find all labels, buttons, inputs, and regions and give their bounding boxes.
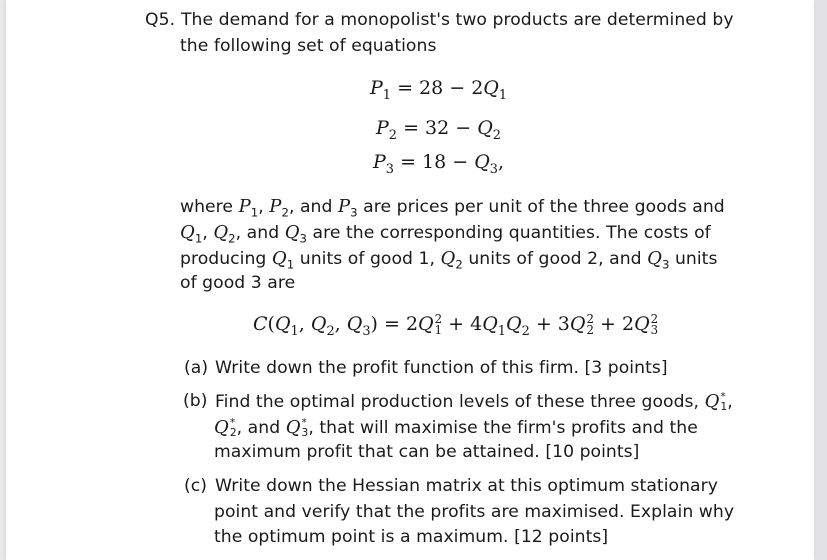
intro-line-2: the following set of equations [180, 36, 437, 56]
part-c-line-1: Write down the Hessian matrix at this optimum stationary [215, 476, 718, 496]
part-a-label: (a) [184, 358, 209, 378]
part-c-line-3: the optimum point is a maximum. [12 points] [214, 527, 609, 547]
page-edge [816, 0, 827, 560]
question-number: Q5. [145, 10, 176, 30]
equation-p3: $P_3 = 18 - Q_3$, [373, 151, 505, 177]
paragraph-line-3: producing $Q_1$ units of good 1, $Q_2$ units of good 2, and $Q_3$ units [180, 248, 718, 272]
part-c-line-2: point and verify that the profits are maximised. Explain why [214, 502, 735, 522]
equation-p1: $P_1 = 28 - 2Q_1$ [370, 77, 508, 103]
part-b-line-3: maximum profit that can be attained. [10 points] [214, 442, 640, 462]
intro-line-1: The demand for a monopolist's two products are determined by [181, 10, 734, 30]
cost-function: $C(Q_1$, $Q_2$, $Q_3) = 2Q$ 2 1 + $4Q_1Q_2 + 3Q$ 2 2 + 2Q 2 3 [253, 311, 659, 339]
paragraph-line-4: of good 3 are [180, 273, 296, 293]
part-a-line-1: Write down the profit function of this firm. [3 points] [215, 358, 668, 378]
part-b-line-2: Q * 2 , and Q * 3 , that will maximise the firm's profits and the [214, 415, 698, 439]
part-c-label: (c) [184, 476, 208, 496]
paragraph-line-1: where $P_1$, $P_2$, and $P_3$ are prices per unit of the three goods and [180, 196, 725, 220]
paragraph-line-2: $Q_1$, $Q_2$, and $Q_3$ are the corresponding quantities. The costs of [180, 222, 711, 246]
part-b-label: (b) [183, 391, 208, 411]
equation-p2: $P_2 = 32 - Q_2$ [376, 117, 501, 143]
part-b-line-1: Find the optimal production levels of these three goods, Q * 1 , [215, 389, 733, 413]
